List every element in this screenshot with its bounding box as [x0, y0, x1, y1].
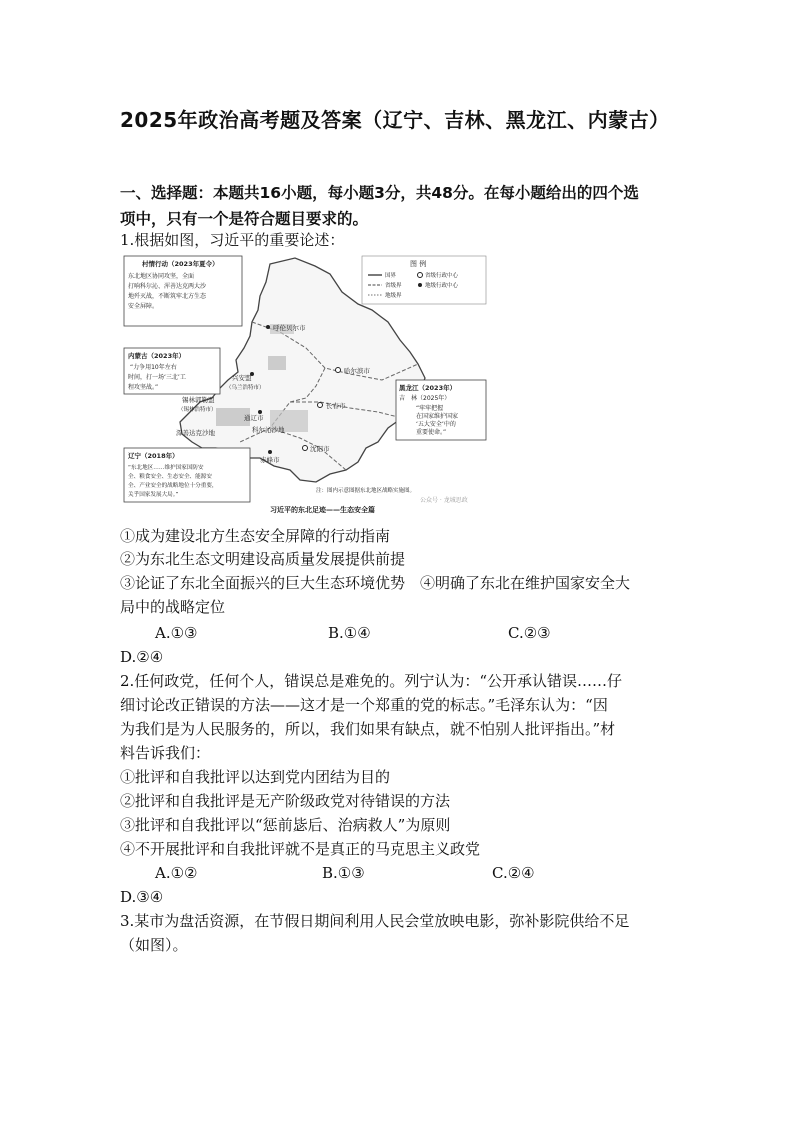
city-label: 长春市 — [326, 402, 346, 410]
city-label: 锡林郭勒盟 — [182, 396, 215, 404]
watermark: 公众号 · 龙城思政 — [420, 497, 468, 504]
callout-hlj-line: 重要使命。” — [416, 429, 447, 436]
map-note: 注：图内示意图据东北地区战略实施图。 — [316, 488, 416, 494]
callout-top-line: 安全屏障。 — [128, 303, 159, 310]
section-heading — [120, 180, 680, 232]
callout-nmg-title: 内蒙古（2023年） — [128, 352, 186, 360]
map-caption: 习近平的东北足迹——生态安全篇 — [270, 506, 375, 514]
q3-stem-line: 3.某市为盘活资源，在节假日期间利用人民会堂放映电影，弥补影院供给不足 — [120, 912, 630, 930]
document-title: 2025年政治高考题及答案（辽宁、吉林、黑龙江、内蒙古） — [120, 108, 670, 132]
northeast-map — [120, 252, 490, 514]
city-label: 兴安盟 — [232, 374, 252, 382]
callout-ln-line: 关乎国家发展大局。” — [128, 492, 179, 498]
city-label: 沈阳市 — [310, 445, 330, 453]
map-callout-inner-mongolia — [124, 348, 220, 394]
callout-hlj-line: 在国家维护国家 — [416, 413, 459, 420]
callout-nmg-line: 程攻坚战。” — [128, 384, 159, 391]
map-callout-heilongjiang — [396, 380, 486, 440]
q2-choice-b: B.①③ — [322, 864, 365, 882]
legend-title: 图 例 — [410, 260, 427, 268]
callout-hlj-line: 吉 林（2025年） — [399, 395, 451, 402]
q1-choice-b: B.①④ — [328, 624, 371, 642]
q2-choice-a: A.①② — [155, 864, 198, 882]
city-label: （乌兰浩特市） — [226, 385, 265, 391]
callout-top-line: 地歼灭战，不断筑牢北方生态 — [128, 293, 207, 300]
q1-option-1: ①成为建设北方生态安全屏障的行动指南 — [120, 527, 391, 545]
callout-ln-line: “东北地区……维护国家国防安 — [128, 465, 204, 471]
city-label: （锡林浩特市） — [178, 407, 217, 413]
city-label: 哈尔滨市 — [344, 367, 370, 375]
legend-item: 省级行政中心 — [425, 273, 459, 279]
callout-top-line: 打响科尔沁、浑善达克两大沙 — [128, 283, 207, 290]
q1-option-2: ②为东北生态文明建设高质量发展提供前提 — [120, 550, 406, 568]
q1-option-3-4: ③论证了东北全面振兴的巨大生态环境优势 ④明确了东北在维护国家安全大 — [120, 574, 631, 592]
map-callout-liaoning — [124, 448, 250, 502]
city-label: 呼伦贝尔市 — [273, 324, 306, 332]
callout-nmg-line: “力争用10年左右 — [130, 364, 177, 371]
q1-choice-d: D.②④ — [120, 648, 164, 666]
city-label: 浑善达克沙地 — [176, 429, 215, 437]
q2-option-1: ①批评和自我批评以达到党内团结为目的 — [120, 768, 391, 786]
city-label: 通辽市 — [244, 414, 264, 422]
q3-stem-line: （如图）。 — [120, 936, 188, 954]
q2-stem-line: 细讨论改正错误的方法——这才是一个郑重的党的标志。”毛泽东认为：“因 — [120, 696, 608, 714]
q2-stem-line: 2.任何政党，任何个人，错误总是难免的。列宁认为：“公开承认错误……仔 — [120, 672, 622, 690]
callout-nmg-line: 时间，打一场‘三北’工 — [128, 374, 186, 381]
q2-choice-d: D.③④ — [120, 888, 164, 906]
map-legend — [362, 256, 486, 304]
q2-option-3: ③批评和自我批评以“惩前毖后、治病救人”为原则 — [120, 816, 451, 834]
legend-item: 国界 — [385, 273, 397, 279]
q2-stem-line: 为我们是为人民服务的，所以，我们如果有缺点，就不怕别人批评指出。”材 — [120, 720, 616, 738]
city-label: 科尔沁沙地 — [252, 426, 285, 434]
legend-item: 省级界 — [385, 283, 402, 289]
callout-top-line: 东北地区协同攻坚，全面 — [128, 273, 195, 280]
q1-choice-a: A.①③ — [155, 624, 198, 642]
q2-option-4: ④不开展批评和自我批评就不是真正的马克思主义政党 — [120, 840, 481, 858]
q2-choice-c: C.②④ — [492, 864, 535, 882]
map-figure — [120, 252, 490, 514]
callout-hlj-title: 黑龙江（2023年） — [399, 384, 457, 392]
sandy-land-hatch — [268, 356, 286, 370]
legend-item: 地级行政中心 — [425, 283, 459, 289]
q1-choice-c: C.②③ — [508, 624, 551, 642]
map-callout-top — [124, 256, 242, 326]
section-heading-line2: 项中，只有一个是符合题目要求的。 — [120, 210, 369, 228]
city-label: 赤峰市 — [260, 456, 280, 464]
callout-hlj-line: “牢牢把握 — [416, 405, 444, 412]
callout-ln-line: 全、粮食安全、生态安全、能源安 — [128, 474, 212, 480]
callout-ln-title: 辽宁（2018年） — [128, 452, 179, 460]
callout-ln-line: 全、产业安全的战略地位十分重要， — [128, 483, 218, 489]
callout-hlj-line: ‘五大安全’中的 — [416, 421, 456, 428]
q2-stem-line: 料告诉我们： — [120, 744, 211, 762]
q1-option-4-cont: 局中的战略定位 — [120, 598, 226, 616]
q1-stem: 1.根据如图，习近平的重要论述： — [120, 231, 345, 249]
q2-option-2: ②批评和自我批评是无产阶级政党对待错误的方法 — [120, 792, 451, 810]
section-heading-line1: 一、选择题：本题共16小题，每小题3分，共48分。在每小题给出的四个选 — [120, 184, 639, 202]
callout-top-title: 村情行动（2023年夏令） — [142, 260, 219, 268]
legend-item: 地级界 — [385, 293, 402, 299]
